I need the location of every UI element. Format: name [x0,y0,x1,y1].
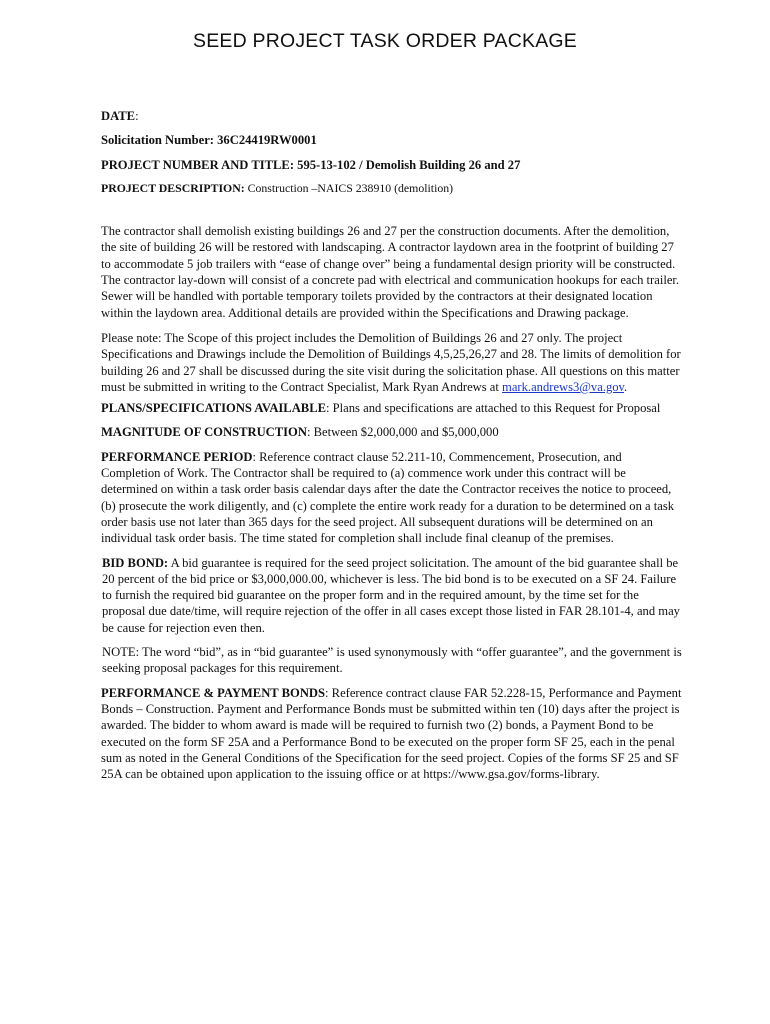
plans-specifications-label: PLANS/SPECIFICATIONS AVAILABLE [101,401,327,416]
bid-bond-text: A bid guarantee is required for the seed project solicitation. The amount of the bid guarantee shall be 20 percent of the bid price or $3,000,000.00, whichever is less. The bid bond is to be executed on a SF 24. Failure to furnish the required bid guarantee on the proper form and in the required amount, by the time set for the proposal due date/time, will require rejection of the offer in all cases except those listed in FAR 28.101-4, and may be cause for rejection even then. [102,555,680,635]
plans-specifications-paragraph [101,400,683,416]
bid-bond-label: BID BOND: [102,555,169,570]
project-description [101,180,683,196]
project-number-title: PROJECT NUMBER AND TITLE: 595-13-102 / Demolish Building 26 and 27 [101,157,521,172]
project-description-label: PROJECT DESCRIPTION: [101,180,245,195]
scope-note-end: . [624,379,628,394]
plans-specifications-text: : Plans and specifications are attached to this Request for Proposal [326,401,661,416]
bonds-label: PERFORMANCE & PAYMENT BONDS [101,685,326,700]
bonds-paragraph [101,685,683,783]
solicitation-number: Solicitation Number: 36C24419RW0001 [101,133,317,148]
performance-period-label: PERFORMANCE PERIOD [101,449,253,464]
project-description-value: Construction –NAICS 238910 (demolition) [244,180,454,195]
performance-period-text: : Reference contract clause 52.211-10, Commencement, Prosecution, and Completion of Work. The Contractor shall be required to (a) commence work under this contract will be determined on within a task order basis calendar days after the date the Contractor receives the notice to proceed, (b) prosecute the work diligently, and (c) complete the entire work ready for a duration to be determined on a task order basis use not later than 365 days for the seed project. All subsequent durations will be determined on an individual task order basis. The time stated for completion shall include final cleanup of the premises. [101,449,675,546]
magnitude-paragraph [101,424,683,440]
magnitude-text: : Between $2,000,000 and $5,000,000 [306,425,499,440]
bid-bond-paragraph [101,555,683,636]
bonds-text: : Reference contract clause FAR 52.228-15, Performance and Payment Bonds – Construction. Payment and Performance Bonds must be submitted within ten (10) days after the project is awarded. The bidder to whom award is made will be required to furnish two (2) bonds, a Payment Bond to be executed on the form SF 25A and a Performance Bond to be executed on the proper form SF 25, each in the penal sum as noted in the General Conditions of the Specification for the seed project. Copies of the forms SF 25 and SF 25A can be obtained upon application to the issuing office or at https://www.gsa.gov/forms-library. [101,685,682,782]
scope-note-paragraph [101,330,683,395]
document-title: SEED PROJECT TASK ORDER PACKAGE [192,30,577,52]
scope-paragraph: The contractor shall demolish existing buildings 26 and 27 per the construction documents. After the demolition, the site of building 26 will be restored with landscaping. A contractor laydown area in the footprint of building 27 to accommodate 5 job trailers with “ease of change over” being a fundamental design priority will be constructed. The contractor lay-down will consist of a concrete pad with electrical and communication hookups for each trailer. Sewer will be handled with portable temporary toilets provided by the contractors at their designated location within the laydown area. Additional details are provided within the Specifications and Drawing package. [101,224,680,320]
date-label: DATE [101,109,136,123]
bid-note-paragraph: NOTE: The word “bid”, as in “bid guarantee” is used synonymously with “offer guarantee”, and the government is seeking proposal packages for this requirement. [102,645,682,676]
performance-period-paragraph [101,449,683,547]
document-body [101,108,683,782]
date-line [101,108,683,124]
scope-note-text: Please note: The Scope of this project includes the Demolition of Buildings 26 and 27 only. The project Specifications and Drawings include the Demolition of Buildings 4,5,25,26,27 and 28. The limits of demolition for building 26 and 27 shall be discussed during the site visit during the solicitation phase. All questions on this matter must be submitted in writing to the Contract Specialist, Mark Ryan Andrews at [101,330,681,394]
date-colon: : [135,109,139,123]
contract-specialist-email-link[interactable]: mark.andrews3@va.gov [502,379,625,394]
magnitude-label: MAGNITUDE OF CONSTRUCTION [101,425,307,440]
